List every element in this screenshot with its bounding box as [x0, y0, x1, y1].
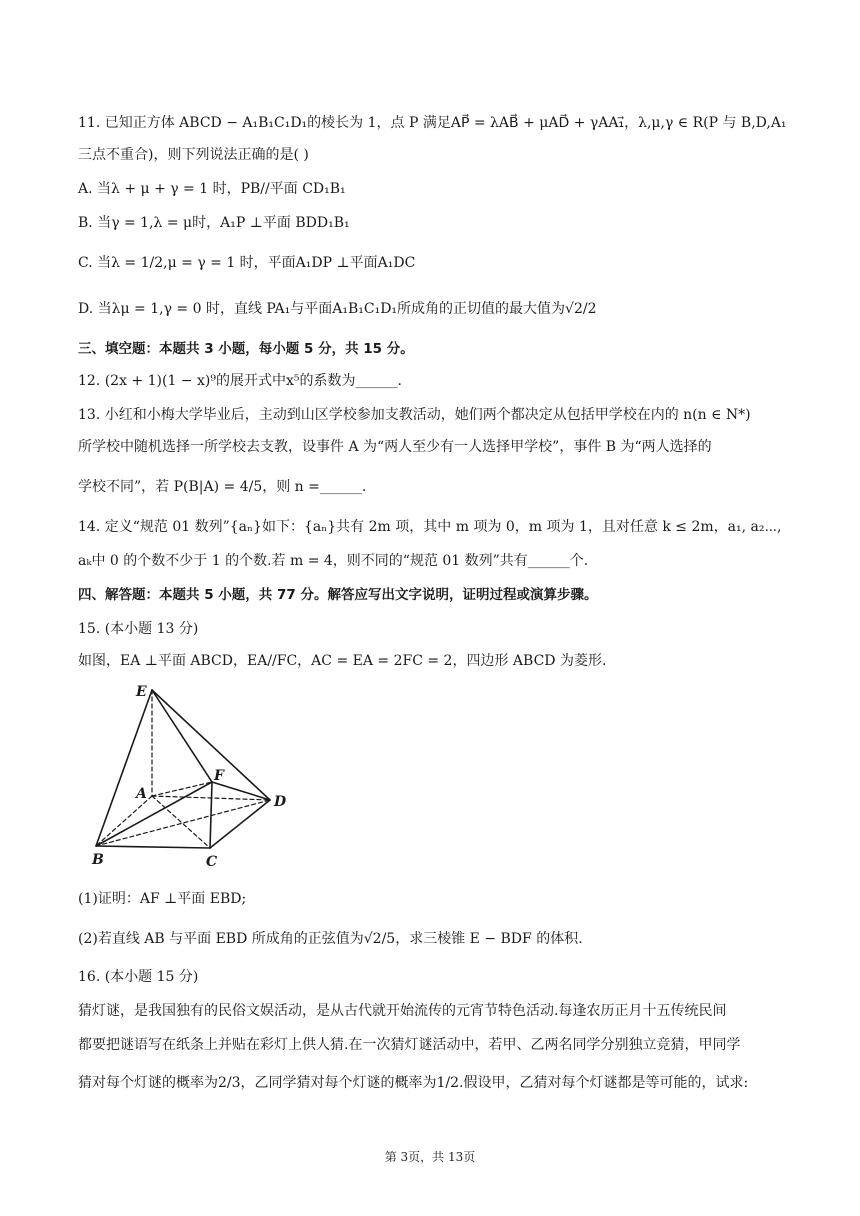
pyramid-figure [90, 682, 290, 872]
page-footer: 第 3页，共 13页 [384, 1150, 476, 1164]
section3-heading: 三、填空题：本题共 3 小题，每小题 5 分，共 15 分。 [78, 341, 414, 357]
label-e: E [136, 684, 147, 700]
q16-line1: 猜灯谜，是我国独有的民俗文娱活动，是从古代就开始流传的元宵节特色活动.每逢农历正月十五传统民间 [78, 1003, 727, 1019]
q15-title: 15. (本小题 13 分) [78, 621, 199, 637]
q11-option-c: C. 当λ = 1/2,μ = γ = 1 时，平面A₁DP ⊥平面A₁DC [78, 255, 416, 271]
q14-line1: 14. 定义“规范 01 数列”{aₙ}如下：{aₙ}共有 2m 项，其中 m 项为 0，m 项为 1，且对任意 k ≤ 2m，a₁, a₂⋯, [78, 519, 782, 535]
label-a: A [136, 786, 147, 802]
q11-option-b: B. 当γ = 1,λ = μ时，A₁P ⊥平面 BDD₁B₁ [78, 215, 350, 231]
q11-option-a: A. 当λ + μ + γ = 1 时，PB//平面 CD₁B₁ [78, 181, 346, 197]
label-c: C [206, 854, 218, 870]
q16-line3: 猜对每个灯谜的概率为2/3，乙同学猜对每个灯谜的概率为1/2.假设甲，乙猜对每个灯谜都是等可能的，试求: [78, 1075, 749, 1091]
q11-line2: 三点不重合)，则下列说法正确的是( ) [78, 147, 309, 163]
label-d: D [274, 794, 287, 810]
section4-heading: 四、解答题：本题共 5 小题，共 77 分。解答应写出文字说明，证明过程或演算步骤。 [78, 587, 598, 603]
label-f: F [214, 768, 224, 784]
q14-line2: aₖ中 0 的个数不少于 1 的个数.若 m = 4，则不同的“规范 01 数列”共有______个. [78, 553, 589, 569]
q15-part2: (2)若直线 AB 与平面 EBD 所成角的正弦值为√2/5，求三棱锥 E − BDF 的体积. [78, 931, 583, 947]
q15-part1: (1)证明：AF ⊥平面 EBD; [78, 891, 247, 907]
q13-line3: 学校不同”，若 P(B|A) = 4/5，则 n =______. [78, 479, 367, 495]
q13-line2: 所学校中随机选择一所学校去支教，设事件 A 为“两人至少有一人选择甲学校”，事件 B 为“两人选择的 [78, 439, 712, 455]
label-b: B [92, 852, 104, 868]
q11-option-d: D. 当λμ = 1,γ = 0 时，直线 PA₁与平面A₁B₁C₁D₁所成角的正切值的最大值为√2/2 [78, 301, 597, 317]
q11-line1: 11. 已知正方体 ABCD − A₁B₁C₁D₁的棱长为 1，点 P 满足AP⃗ = λAB⃗ + μAD⃗ + γAA₁⃗，λ,μ,γ ∈ R(P 与 B,D,A₁ [78, 115, 787, 131]
q16-title: 16. (本小题 15 分) [78, 969, 199, 985]
q16-line2: 都要把谜语写在纸条上并贴在彩灯上供人猜.在一次猜灯谜活动中，若甲、乙两名同学分别独立竞猜，甲同学 [78, 1037, 741, 1053]
page-content [78, 0, 787, 1216]
q13-line1: 13. 小红和小梅大学毕业后，主动到山区学校参加支教活动，她们两个都决定从包括甲学校在内的 n(n ∈ N*) [78, 407, 751, 423]
q12: 12. (2x + 1)(1 − x)⁹的展开式中x⁵的系数为______. [78, 373, 402, 389]
q15-stem: 如图，EA ⊥平面 ABCD，EA//FC，AC = EA = 2FC = 2，四边形 ABCD 为菱形. [78, 653, 607, 669]
